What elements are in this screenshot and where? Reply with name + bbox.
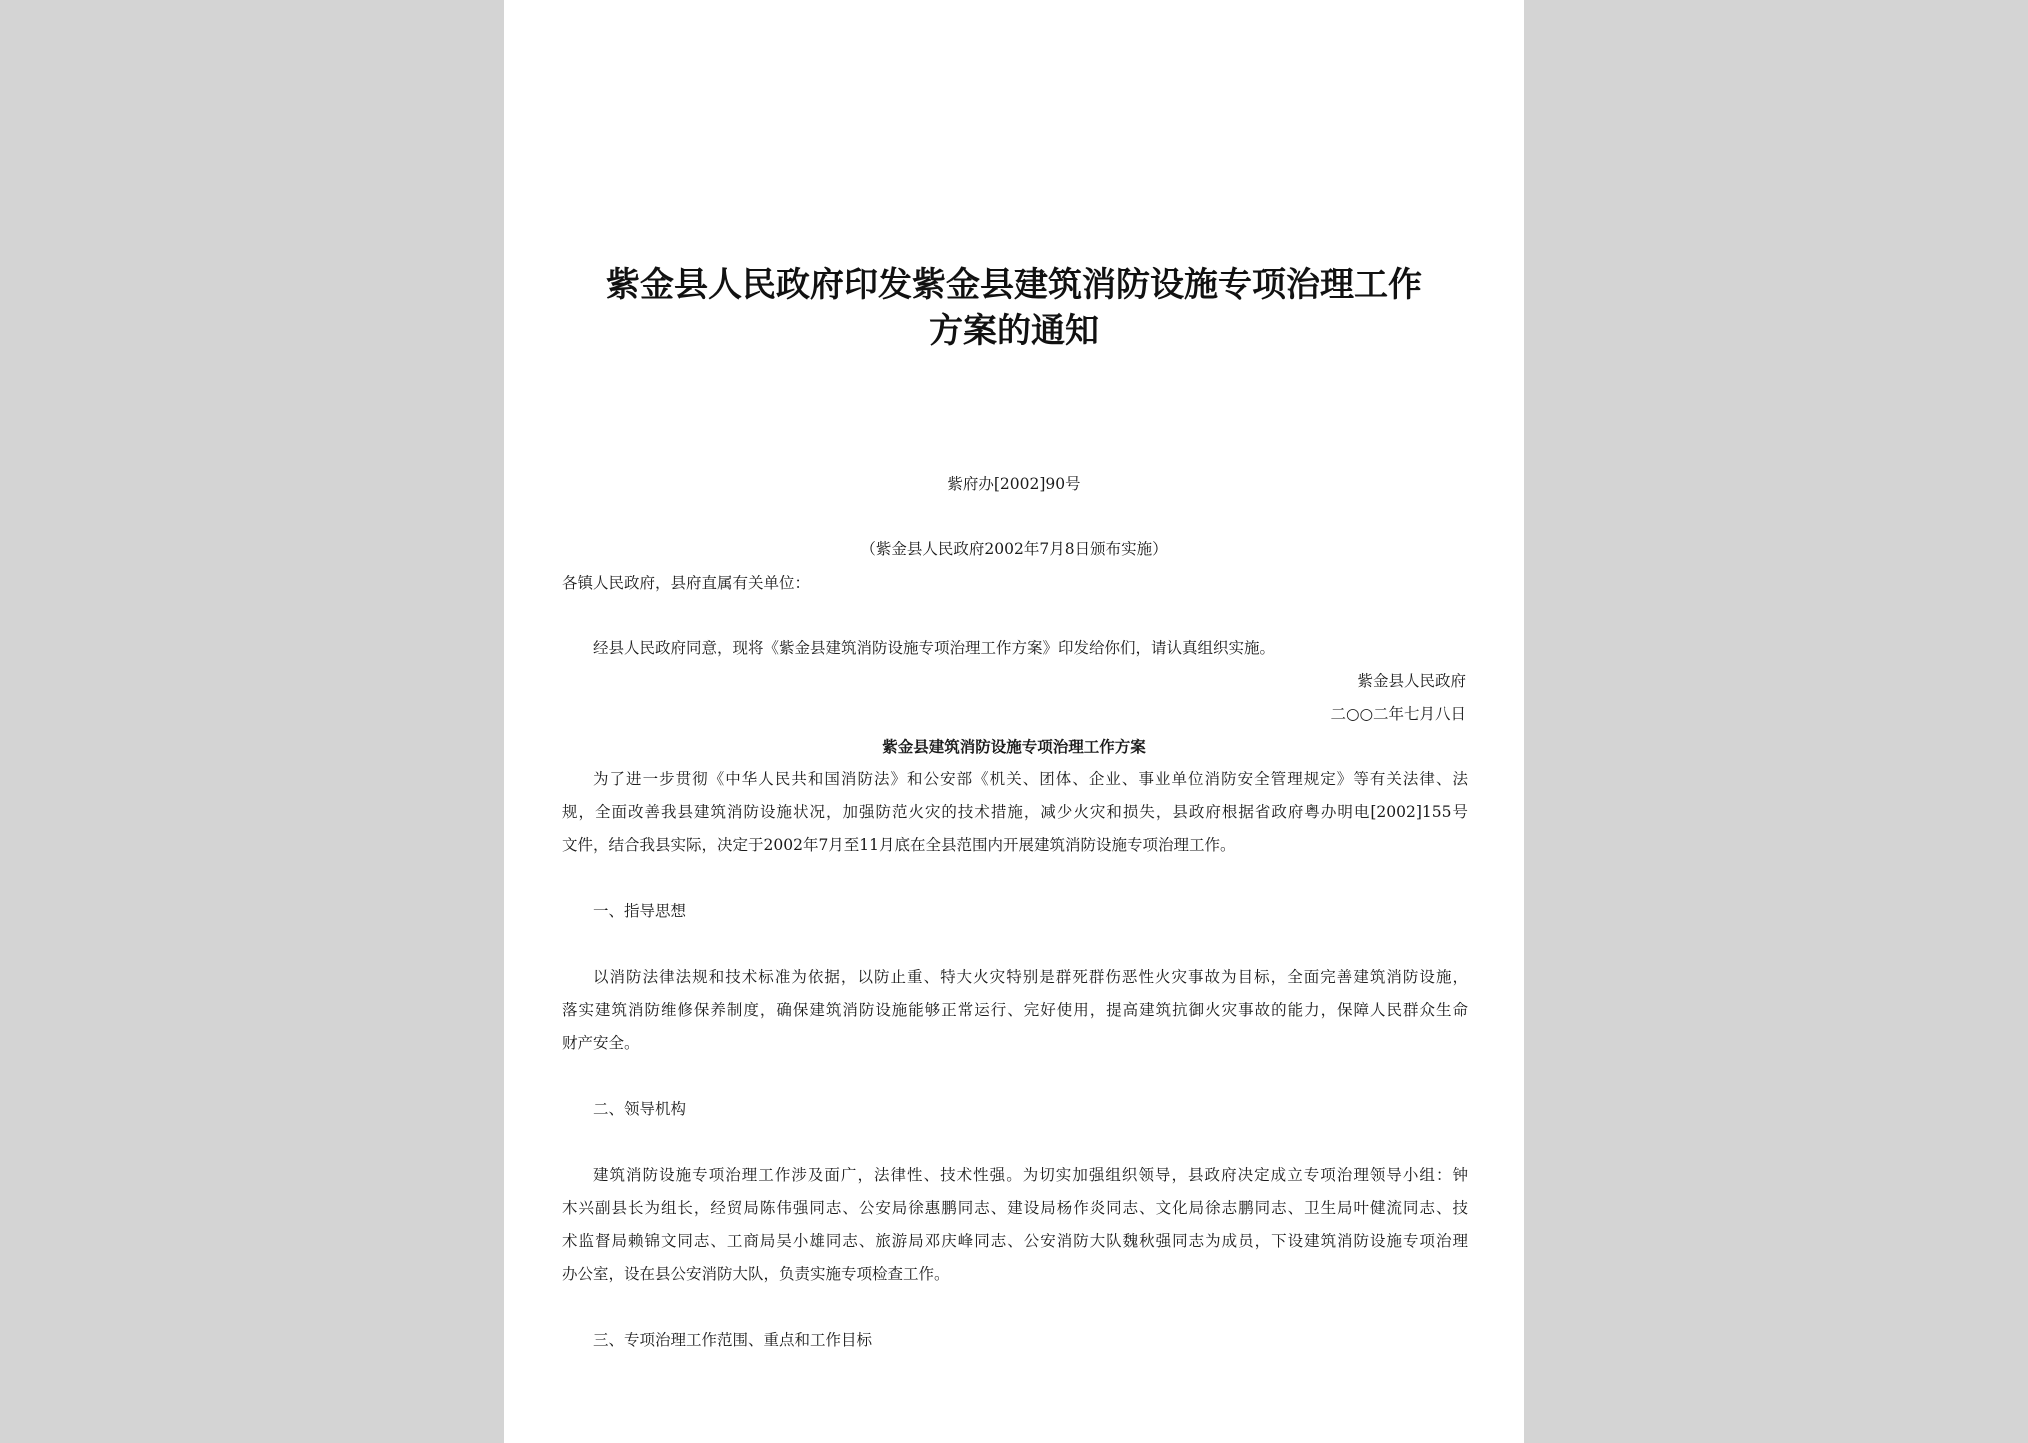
- paragraph-line: 落实建筑消防维修保养制度，确保建筑消防设施能够正常运行、完好使用，提高建筑抗御火灾事故的能力，保障人民群众生命: [562, 1001, 1468, 1019]
- paragraph-line: 办公室，设在县公安消防大队，负责实施专项检查工作。: [562, 1265, 950, 1283]
- title-line-2: 方案的通知: [929, 311, 1099, 351]
- section-1-heading: 一、指导思想: [593, 902, 687, 920]
- title-line-1: 紫金县人民政府印发紫金县建筑消防设施专项治理工作: [606, 265, 1422, 305]
- section-2-heading: 二、领导机构: [593, 1100, 687, 1118]
- document-page: [504, 0, 1524, 1443]
- paragraph-line: 木兴副县长为组长，经贸局陈伟强同志、公安局徐惠鹏同志、建设局杨作炎同志、文化局徐志鹏同志、卫生局叶健流同志、技: [562, 1199, 1468, 1217]
- document-title: [544, 262, 1484, 354]
- plan-title: 紫金县建筑消防设施专项治理工作方案: [882, 737, 1146, 756]
- issuer: 紫金县人民政府: [1357, 672, 1466, 690]
- paragraph-line: 建筑消防设施专项治理工作涉及面广，法律性、技术性强。为切实加强组织领导，县政府决定成立专项治理领导小组：钟: [593, 1166, 1468, 1184]
- section-3-heading: 三、专项治理工作范围、重点和工作目标: [593, 1331, 873, 1349]
- intro-paragraph: [562, 763, 1468, 862]
- addressee: 各镇人民政府，县府直属有关单位：: [562, 574, 811, 592]
- paragraph-line: 文件，结合我县实际，决定于2002年7月至11月底在全县范围内开展建筑消防设施专项治理工作。: [562, 836, 1236, 854]
- body-text: 经县人民政府同意，现将《紫金县建筑消防设施专项治理工作方案》印发给你们，请认真组织实施。: [593, 639, 1276, 657]
- issue-date: 二○○二年七月八日: [1330, 705, 1466, 723]
- paragraph-line: 财产安全。: [562, 1034, 640, 1052]
- paragraph-line: 规，全面改善我县建筑消防设施状况，加强防范火灾的技术措施，减少火灾和损失，县政府根据省政府粤办明电[2002]155号: [562, 803, 1468, 821]
- section-1-paragraph: [562, 961, 1468, 1060]
- paragraph-line: 为了进一步贯彻《中华人民共和国消防法》和公安部《机关、团体、企业、事业单位消防安全管理规定》等有关法律、法: [593, 770, 1468, 788]
- promulgation-note: （紫金县人民政府2002年7月8日颁布实施）: [860, 540, 1168, 558]
- paragraph-line: 以消防法律法规和技术标准为依据，以防止重、特大火灾特别是群死群伤恶性火灾事故为目标，全面完善建筑消防设施，: [593, 968, 1468, 986]
- section-2-paragraph: [562, 1159, 1468, 1291]
- paragraph-line: 术监督局赖锦文同志、工商局吴小雄同志、旅游局邓庆峰同志、公安消防大队魏秋强同志为成员，下设建筑消防设施专项治理: [562, 1232, 1468, 1250]
- document-number: 紫府办[2002]90号: [947, 475, 1081, 493]
